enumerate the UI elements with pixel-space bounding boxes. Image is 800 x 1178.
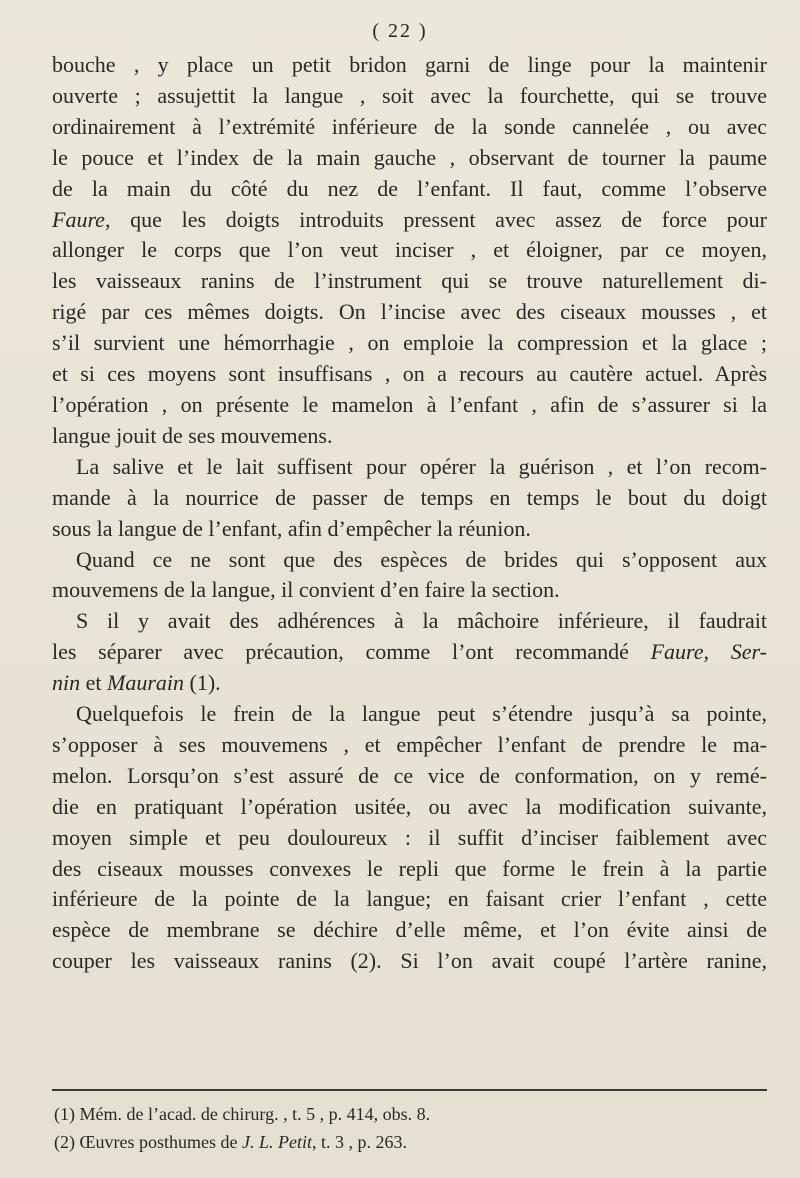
text-line: des ciseaux mousses convexes le repli que forme le frein à la partie — [52, 855, 767, 881]
text-line: langue jouit de ses mouvemens. — [52, 422, 333, 448]
footnotes — [54, 1100, 769, 1156]
text-line: sous la langue de l’enfant, afin d’empêcher la réunion. — [52, 515, 531, 541]
text-line-with-authors — [52, 637, 767, 668]
text-line: et si ces moyens sont insuffisans , on a recours au cautère actuel. Après — [52, 361, 767, 387]
text-line: S il y avait des adhérences à la mâchoire inférieure, il faudrait — [76, 608, 767, 634]
footnote-ref: (1). — [184, 670, 221, 696]
text-fragment: les séparer avec précaution, comme l’ont recommandé — [52, 639, 651, 665]
text-line: espèce de membrane se déchire d’elle même, et l’on évite ainsi de — [52, 917, 767, 943]
text-line: mouvemens de la langue, il convient d’en faire la section. — [52, 577, 560, 603]
paragraph-1 — [52, 50, 767, 452]
text-fragment: , que les doigts introduits pressent avec assez de force pour — [104, 206, 767, 232]
text-line: melon. Lorsqu’on s’est assuré de ce vice de conformation, on y remé- — [52, 762, 767, 788]
text-line: die en pratiquant l’opération usitée, ou avec la modification suivante, — [52, 793, 767, 819]
paragraph-2 — [52, 452, 767, 545]
text-line: les vaisseaux ranins de l’instrument qui se trouve naturellement di- — [52, 268, 767, 294]
text-line-with-authors — [52, 668, 767, 699]
text-line: La salive et le lait suffisent pour opérer la guérison , et l’on recom- — [76, 453, 767, 479]
text-line: mande à la nourrice de passer de temps en temps le bout du doigt — [52, 484, 767, 510]
author-name: Faure — [52, 206, 105, 232]
text-line: ordinairement à l’extrémité inférieure de la sonde cannelée , ou avec — [52, 113, 767, 139]
text-line: Quelquefois le frein de la langue peut s’étendre jusqu’à sa pointe, — [76, 701, 767, 727]
text-line: s’il survient une hémorrhagie , on emploie la compression et la glace ; — [52, 330, 767, 356]
page-number: ( 22 ) — [372, 20, 428, 42]
author-name: Maurain — [107, 670, 185, 696]
text-line: l’opération , on présente le mamelon à l’enfant , afin de s’assurer si la — [52, 391, 767, 417]
text-line-with-author — [52, 205, 767, 236]
author-name: Faure, Ser- — [650, 639, 767, 665]
paragraph-3 — [52, 545, 767, 607]
text-line: bouche , y place un petit bridon garni de linge pour la maintenir — [52, 52, 767, 77]
text-line: le pouce et l’index de la main gauche , observant de tourner la paume — [52, 144, 767, 170]
text-line: de la main du côté du nez de l’enfant. Il faut, comme l’observe — [52, 175, 767, 201]
author-name: nin — [52, 670, 81, 696]
text-line: couper les vaisseaux ranins (2). Si l’on avait coupé l’artère ranine, — [52, 948, 767, 974]
author-name: J. L. Petit — [241, 1132, 312, 1152]
text-line: rigé par ces mêmes doigts. On l’incise avec des ciseaux mousses , et — [52, 299, 767, 325]
footnote-divider — [52, 1089, 767, 1091]
text-fragment: , t. 3 , p. 263. — [311, 1132, 407, 1152]
paragraph-4 — [52, 606, 767, 699]
text-line: s’opposer à ses mouvemens , et empêcher l’enfant de prendre le ma- — [52, 731, 767, 757]
paragraph-5 — [52, 699, 767, 977]
text-line: inférieure de la pointe de la langue; en faisant crier l’enfant , cette — [52, 886, 767, 912]
text-fragment: (2) Œuvres posthumes de — [54, 1132, 242, 1152]
footnote-2 — [54, 1128, 769, 1156]
text-line: Quand ce ne sont que des espèces de brides qui s’opposent aux — [76, 546, 767, 572]
body-text — [52, 50, 767, 977]
text-line: allonger le corps que l’on veut inciser , et éloigner, par ce moyen, — [52, 237, 767, 263]
text-line: moyen simple et peu douloureux : il suffit d’inciser faiblement avec — [52, 824, 767, 850]
text-fragment: et — [80, 670, 108, 696]
footnote-1: (1) Mém. de l’acad. de chirurg. , t. 5 , p. 414, obs. 8. — [54, 1104, 431, 1124]
text-line: ouverte ; assujettit la langue , soit avec la fourchette, qui se trouve — [52, 82, 767, 108]
